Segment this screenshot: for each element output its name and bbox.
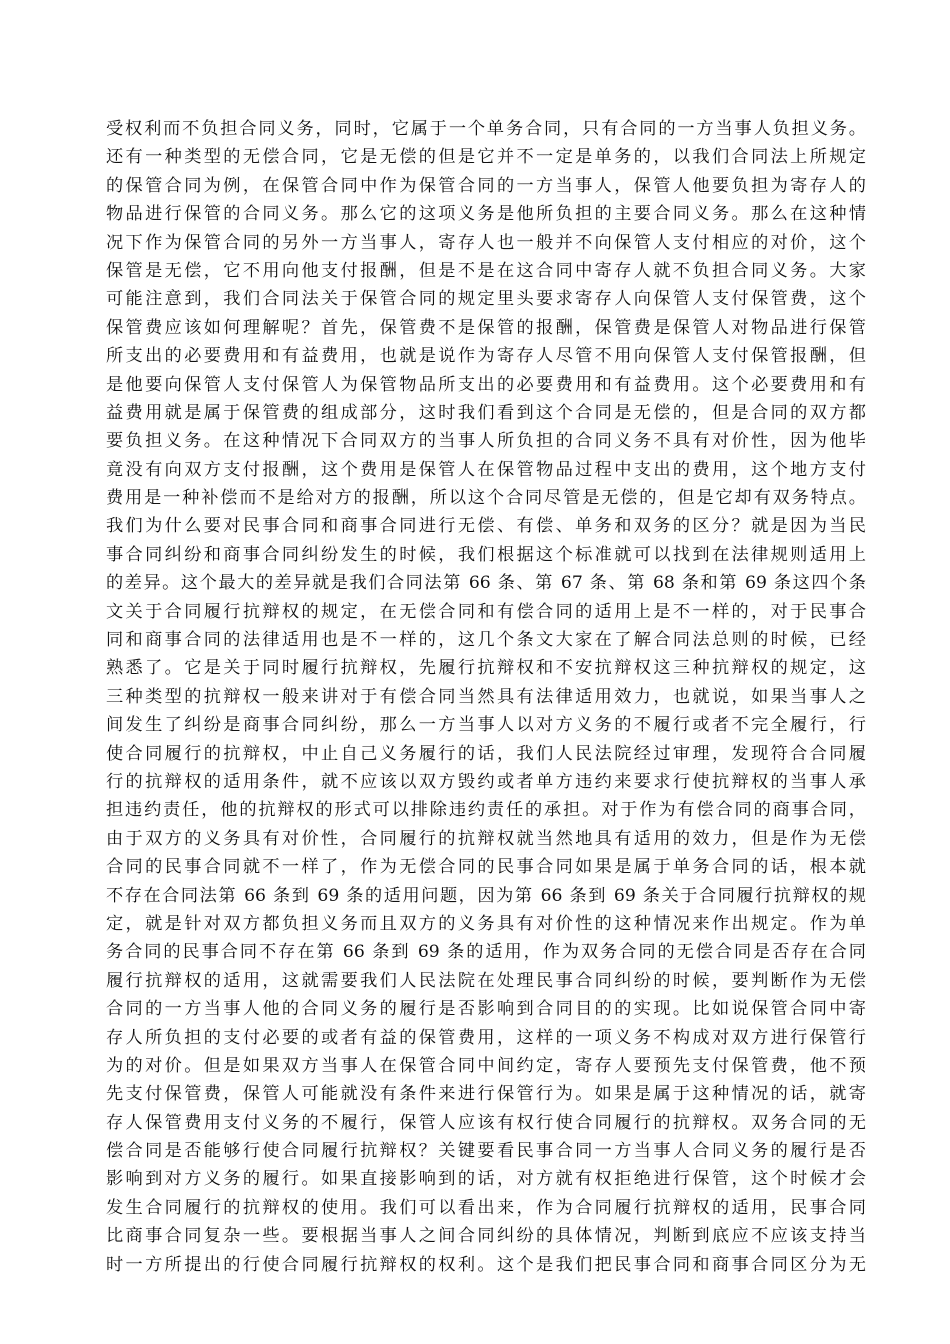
text-line: 益费用就是属于保管费的组成部分，这时我们看到这个合同是无偿的，但是合同的双方都 bbox=[106, 402, 866, 423]
body-text bbox=[106, 115, 866, 1279]
text-line: 还有一种类型的无偿合同，它是无偿的但是它并不一定是单务的，以我们合同法上所规定 bbox=[106, 147, 866, 168]
text-line: 使合同履行的抗辩权，中止自己义务履行的话，我们人民法院经过审理，发现符合合同履 bbox=[106, 743, 866, 764]
text-line: 竟没有向双方支付报酬，这个费用是保管人在保管物品过程中支出的费用，这个地方支付 bbox=[106, 459, 866, 480]
text-line: 保管费应该如何理解呢？首先，保管费不是保管的报酬，保管费是保管人对物品进行保管 bbox=[106, 317, 866, 338]
text-line: 文关于合同履行抗辩权的规定，在无偿合同和有偿合同的适用上是不一样的，对于民事合 bbox=[106, 601, 866, 622]
text-line: 况下作为保管合同的另外一方当事人，寄存人也一般并不向保管人支付相应的对价，这个 bbox=[106, 232, 866, 253]
text-line: 不存在合同法第 66 条到 69 条的适用问题，因为第 66 条到 69 条关于合同履行抗辩权的规 bbox=[106, 885, 866, 906]
text-line: 履行抗辩权的适用，这就需要我们人民法院在处理民事合同纠纷的时候，要判断作为无偿 bbox=[106, 970, 866, 991]
text-line: 三种类型的抗辩权一般来讲对于有偿合同当然具有法律适用效力，也就说，如果当事人之 bbox=[106, 686, 866, 707]
text-line: 熟悉了。它是关于同时履行抗辩权，先履行抗辩权和不安抗辩权这三种抗辩权的规定，这 bbox=[106, 658, 866, 679]
text-line: 由于双方的义务具有对价性，合同履行的抗辩权就当然地具有适用的效力，但是作为无偿 bbox=[106, 828, 866, 849]
text-line: 定，就是针对双方都负担义务而且双方的义务具有对价性的这种情况来作出规定。作为单 bbox=[106, 913, 866, 934]
text-line: 合同的一方当事人他的合同义务的履行是否影响到合同目的的实现。比如说保管合同中寄 bbox=[106, 999, 866, 1020]
text-line: 受权利而不负担合同义务，同时，它属于一个单务合同，只有合同的一方当事人负担义务。 bbox=[106, 119, 866, 139]
text-line: 合同的民事合同就不一样了，作为无偿合同的民事合同如果是属于单务合同的话，根本就 bbox=[106, 857, 866, 878]
text-line: 可能注意到，我们合同法关于保管合同的规定里头要求寄存人向保管人支付保管费，这个 bbox=[106, 289, 866, 310]
text-line: 我们为什么要对民事合同和商事合同进行无偿、有偿、单务和双务的区分？就是因为当民 bbox=[106, 516, 866, 537]
text-line: 要负担义务。在这种情况下合同双方的当事人所负担的合同义务不具有对价性，因为他毕 bbox=[106, 431, 866, 452]
text-line: 务合同的民事合同不存在第 66 条到 69 条的适用，作为双务合同的无偿合同是否存在合同 bbox=[106, 942, 866, 963]
text-line: 同和商事合同的法律适用也是不一样的，这几个条文大家在了解合同法总则的时候，已经 bbox=[106, 630, 866, 651]
text-line: 间发生了纠纷是商事合同纠纷，那么一方当事人以对方义务的不履行或者不完全履行，行 bbox=[106, 715, 866, 736]
text-line: 的差异。这个最大的差异就是我们合同法第 66 条、第 67 条、第 68 条和第 69 条这四个条 bbox=[106, 573, 866, 594]
text-line: 时一方所提出的行使合同履行抗辩权的权利。这个是我们把民事合同和商事合同区分为无 bbox=[106, 1254, 866, 1275]
text-line: 的保管合同为例，在保管合同中作为保管合同的一方当事人，保管人他要负担为寄存人的 bbox=[106, 175, 866, 196]
text-line: 发生合同履行的抗辩权的使用。我们可以看出来，作为合同履行抗辩权的适用，民事合同 bbox=[106, 1197, 866, 1218]
text-line: 存人所负担的支付必要的或者有益的保管费用，这样的一项义务不构成对双方进行保管行 bbox=[106, 1027, 866, 1048]
text-line: 事合同纠纷和商事合同纠纷发生的时候，我们根据这个标准就可以找到在法律规则适用上 bbox=[106, 544, 866, 565]
text-line: 比商事合同复杂一些。要根据当事人之间合同纠纷的具体情况，判断到底应不应该支持当 bbox=[106, 1226, 866, 1247]
text-line: 为的对价。但是如果双方当事人在保管合同中间约定，寄存人要预先支付保管费，他不预 bbox=[106, 1055, 866, 1076]
text-line: 物品进行保管的合同义务。那么它的这项义务是他所负担的主要合同义务。那么在这种情 bbox=[106, 204, 866, 225]
text-line: 偿合同是否能够行使合同履行抗辩权？关键要看民事合同一方当事人合同义务的履行是否 bbox=[106, 1141, 866, 1162]
text-line: 担违约责任，他的抗辩权的形式可以排除违约责任的承担。对于作为有偿合同的商事合同， bbox=[106, 800, 866, 821]
text-line: 先支付保管费，保管人可能就没有条件来进行保管行为。如果是属于这种情况的话，就寄 bbox=[106, 1084, 866, 1105]
text-line: 影响到对方义务的履行。如果直接影响到的话，对方就有权拒绝进行保管，这个时候才会 bbox=[106, 1169, 866, 1190]
text-line: 行的抗辩权的适用条件，就不应该以双方毁约或者单方违约来要求行使抗辩权的当事人承 bbox=[106, 771, 866, 792]
text-line: 保管是无偿，它不用向他支付报酬，但是不是在这合同中寄存人就不负担合同义务。大家 bbox=[106, 260, 866, 281]
text-line: 所支出的必要费用和有益费用，也就是说作为寄存人尽管不用向保管人支付保管报酬，但 bbox=[106, 346, 866, 367]
text-line: 是他要向保管人支付保管人为保管物品所支出的必要费用和有益费用。这个必要费用和有 bbox=[106, 374, 866, 395]
text-line: 存人保管费用支付义务的不履行，保管人应该有权行使合同履行的抗辩权。双务合同的无 bbox=[106, 1112, 866, 1133]
text-line: 费用是一种补偿而不是给对方的报酬，所以这个合同尽管是无偿的，但是它却有双务特点。 bbox=[106, 488, 866, 509]
